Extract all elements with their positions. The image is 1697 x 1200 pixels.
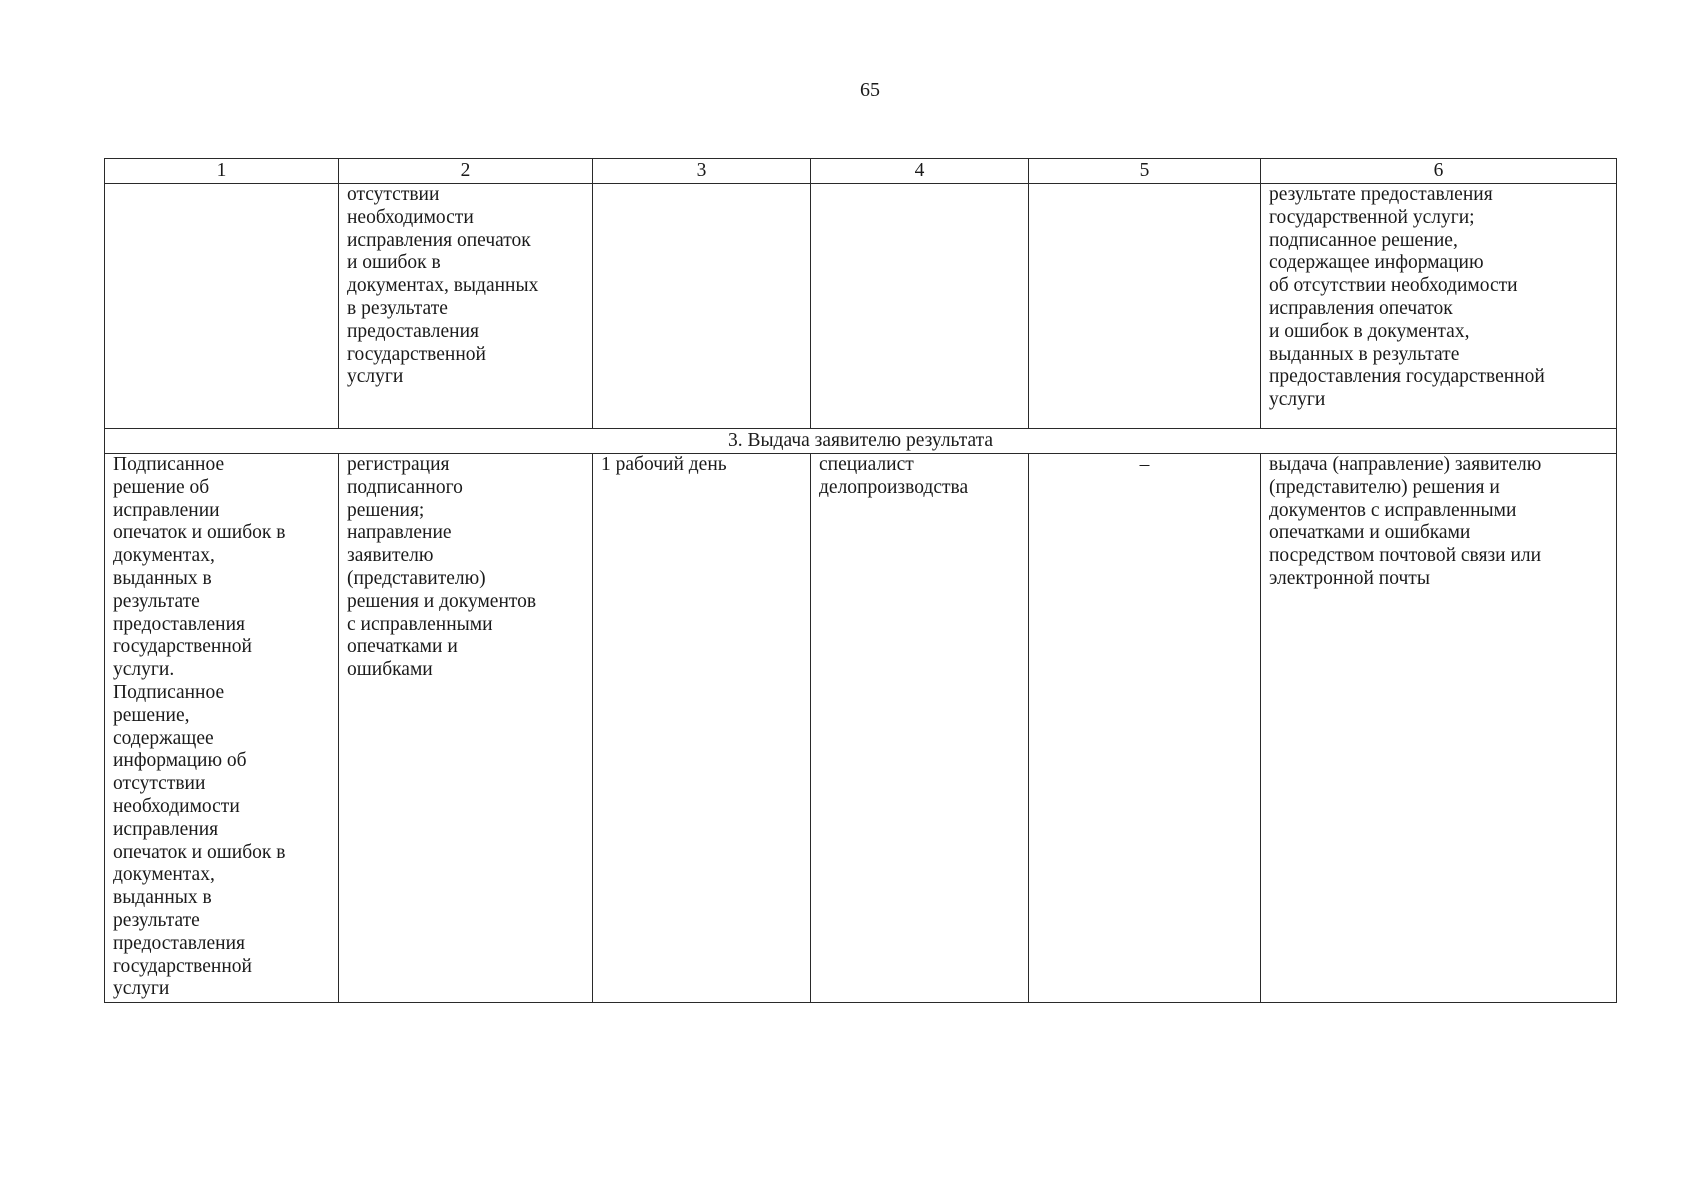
column-number-row: [105, 159, 1617, 184]
cell-result-continued: [105, 184, 339, 429]
cell-duration-continued: [593, 184, 811, 429]
page-number: 65: [860, 79, 880, 101]
cell-system: –: [1029, 454, 1261, 1003]
table-row-continuation: [105, 184, 1617, 429]
section-heading-row: [105, 429, 1617, 454]
column-number-2: 2: [339, 159, 593, 184]
column-number-6: 6: [1261, 159, 1617, 184]
cell-official-continued: [811, 184, 1029, 429]
procedure-table: [104, 158, 1617, 1003]
column-number-3: 3: [593, 159, 811, 184]
cell-official: специалист делопроизводства: [811, 454, 1029, 1003]
cell-duration: 1 рабочий день: [593, 454, 811, 1003]
cell-system-continued: [1029, 184, 1261, 429]
column-number-4: 4: [811, 159, 1029, 184]
table-row: [105, 454, 1617, 1003]
column-number-5: 5: [1029, 159, 1261, 184]
cell-action-continued: отсутствии необходимости исправления опечаток и ошибок в документах, выданных в результате предоставления государственной услуги: [339, 184, 593, 429]
section-title: 3. Выдача заявителю результата: [105, 429, 1617, 454]
cell-outcome: выдача (направление) заявителю (представителю) решения и документов с исправленными опечатками и ошибками посредством почтовой связи или электронной почты: [1261, 454, 1617, 1003]
column-number-1: 1: [105, 159, 339, 184]
cell-outcome-continued: результате предоставления государственной услуги; подписанное решение, содержащее информацию об отсутствии необходимости исправления опечаток и ошибок в документах, выданных в результате предоставления государственной услуги: [1261, 184, 1617, 429]
cell-action: регистрация подписанного решения; направление заявителю (представителю) решения и документов с исправленными опечатками и ошибками: [339, 454, 593, 1003]
cell-result: Подписанное решение об исправлении опечаток и ошибок в документах, выданных в результате предоставления государственной услуги. Подписанное решение, содержащее информацию об отсутствии необходимости исправления опечаток и ошибок в документах, выданных в результате предоставления государственной услуги: [105, 454, 339, 1003]
